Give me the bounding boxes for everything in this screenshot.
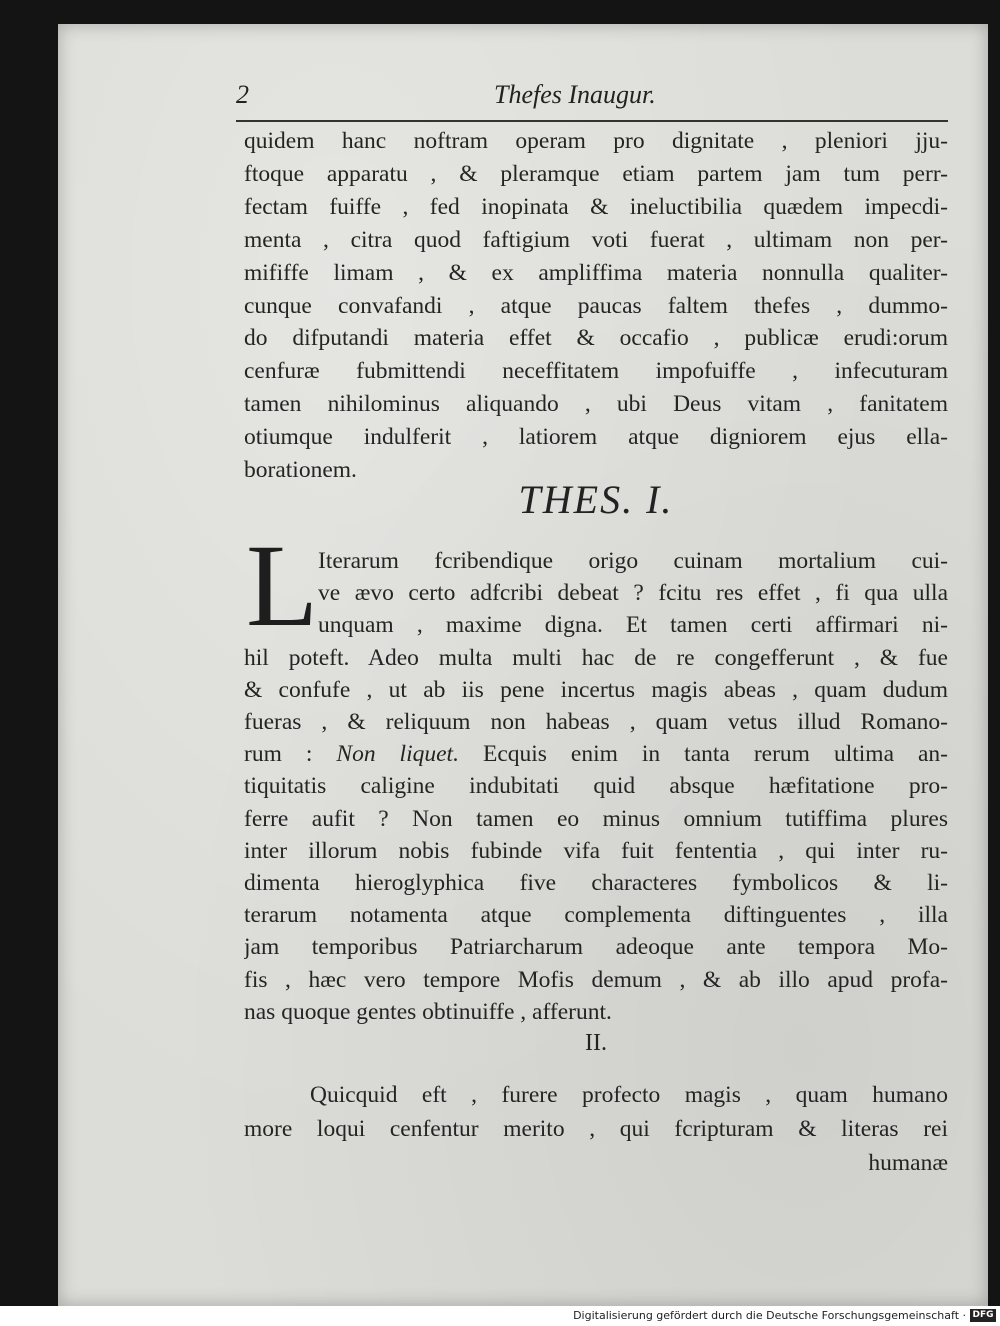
text-line: Quicquid eft , furere profecto magis , quam humano bbox=[310, 1082, 948, 1108]
text-line: ftoque apparatu , & pleramque etiam partem jam tum perr- bbox=[244, 160, 948, 187]
text-line: borationem. bbox=[244, 457, 357, 483]
running-title: Thefes Inaugur. bbox=[494, 80, 656, 109]
page-header bbox=[236, 80, 948, 122]
text-line: & confufe , ut ab iis pene incertus magis abeas , quam dudum bbox=[244, 676, 948, 703]
text-line: more loqui cenfentur merito , qui fcripturam & literas rei bbox=[244, 1116, 948, 1142]
text-line: fis , hæc vero tempore Mofis demum , & ab illo apud profa- bbox=[244, 966, 948, 993]
text-line: tiquitatis caligine indubitati quid absque hæfitatione pro- bbox=[244, 773, 948, 800]
text-line: do difputandi materia effet & occafio , publicæ erudi:orum bbox=[244, 325, 948, 352]
catchword: humanæ bbox=[868, 1150, 948, 1176]
text-line: jam temporibus Patriarcharum adeoque ante tempora Mo- bbox=[244, 934, 948, 961]
text-line: menta , citra quod faftigium voti fuerat , ultimam non per- bbox=[244, 226, 948, 253]
page-number: 2 bbox=[236, 80, 249, 109]
section-heading-thes-1: THES. I. bbox=[518, 477, 674, 522]
text-line: cunque convafandi , atque paucas faltem thefes , dummo- bbox=[244, 292, 948, 319]
text-line: cenfuræ fubmittendi neceffitatem impofuiffe , infecuturam bbox=[244, 358, 948, 385]
text-line: rum : Non liquet. Ecquis enim in tanta rerum ultima an- bbox=[244, 741, 948, 768]
text-line: tamen nihilominus aliquando , ubi Deus vitam , fanitatem bbox=[244, 391, 948, 418]
section-heading-2: II. bbox=[585, 1030, 607, 1056]
text-line: otiumque indulferit , latiorem atque digniorem ejus ella- bbox=[244, 424, 948, 451]
drop-cap: L bbox=[246, 520, 319, 651]
text-line: inter illorum nobis fubinde vifa fuit fententia , qui inter ru- bbox=[244, 837, 948, 864]
footer-credit: Digitalisierung gefördert durch die Deutsche Forschungsgemeinschaft · bbox=[573, 1309, 966, 1322]
text-line: Iterarum fcribendique origo cuinam mortalium cui- bbox=[318, 548, 948, 574]
text-line: dimenta hieroglyphica five characteres fymbolicos & li- bbox=[244, 870, 948, 896]
dfg-logo: DFG bbox=[970, 1309, 996, 1322]
text-line: quidem hanc noftram operam pro dignitate , pleniori jju- bbox=[244, 128, 948, 154]
text-line: fueras , & reliquum non habeas , quam vetus illud Romano- bbox=[244, 709, 948, 735]
text-line: ve ævo certo adfcribi debeat ? fcitu res effet , fi qua ulla bbox=[318, 580, 948, 607]
text-line: mififfe limam , & ex ampliffima materia nonnulla qualiter- bbox=[244, 259, 948, 286]
text-line: fectam fuiffe , fed inopinata & ineluctibilia quædem impecdi- bbox=[244, 193, 948, 220]
text-line: nas quoque gentes obtinuiffe , afferunt. bbox=[244, 998, 612, 1025]
text-line: terarum notamenta atque complementa diftinguentes , illa bbox=[244, 902, 948, 929]
text-line: unquam , maxime digna. Et tamen certi affirmari ni- bbox=[318, 612, 948, 639]
text-line: hil poteft. Adeo multa multi hac de re congefferunt , & fue bbox=[244, 644, 948, 671]
text-line: ferre aufit ? Non tamen eo minus omnium tutiffima plures bbox=[244, 805, 948, 832]
